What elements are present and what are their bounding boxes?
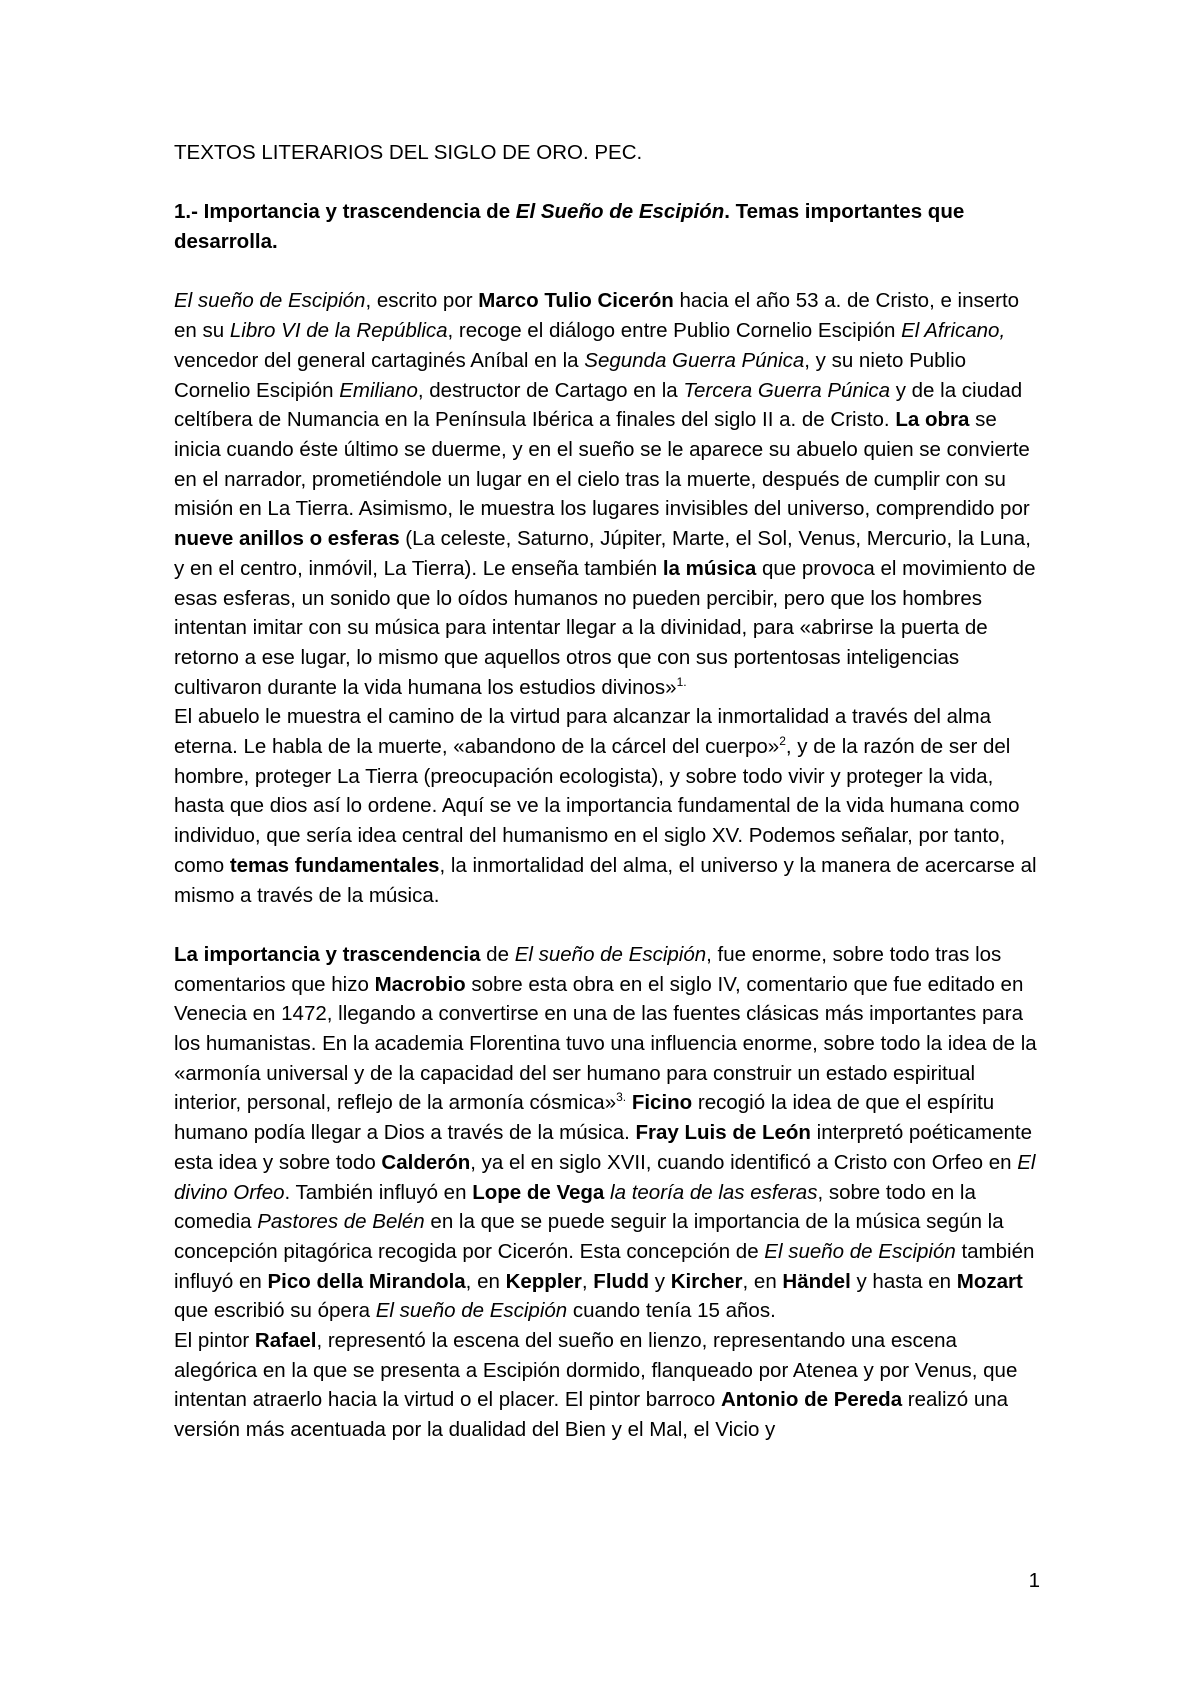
italic-text: El sueño de Escipión xyxy=(514,942,707,966)
text-run: también influyó en xyxy=(174,1239,1035,1293)
bold-text: Marco Tulio Cicerón xyxy=(478,289,674,313)
text-run: que provoca el movimiento de esas esferas, un sonido que lo oídos humanos no pueden percibir, pero que los hombres intentan imitar con su música para intentar llegar a la divinidad, para «abrirse la puerta de retorno a ese lugar, lo mismo que aquellos otros que con sus portentosas inteligencias cultivaron durante la vida humana los estudios divinos» xyxy=(174,556,1036,699)
paragraph-1 xyxy=(174,286,1040,702)
italic-text: Tercera Guerra Púnica xyxy=(683,378,890,402)
bold-text: Rafael xyxy=(254,1329,317,1353)
paragraph-4 xyxy=(174,1326,1040,1445)
text-run: , sobre todo en la comedia xyxy=(174,1180,976,1234)
question-suffix: . Temas importantes que desarrolla. xyxy=(174,200,965,254)
italic-text: Emiliano xyxy=(339,378,418,402)
text-run: vencedor del general cartaginés Aníbal en la xyxy=(174,348,585,372)
italic-text: la teoría de las esferas xyxy=(610,1180,818,1204)
text-run: se inicia cuando éste último se duerme, y en el sueño se le aparece su abuelo quien se convierte en el narrador, prometiéndole un lugar en el cielo tras la muerte, después de cumplir con su misión en La Tierra. Asimismo, le muestra los lugares invisibles del universo, comprendido por xyxy=(174,408,1030,521)
question-heading xyxy=(174,197,1040,256)
italic-text: El Africano, xyxy=(901,319,1006,343)
footnote-ref: 2 xyxy=(779,734,786,749)
document-body xyxy=(174,138,1040,1445)
text-run: El abuelo le muestra el camino de la virtud para alcanzar la inmortalidad a través del alma eterna. Le habla de la muerte, «abandono de la cárcel del cuerpo» xyxy=(174,705,992,759)
bold-text: Mozart xyxy=(956,1269,1023,1293)
bold-text: La obra xyxy=(895,408,970,432)
text-run: . También influyó en xyxy=(284,1180,473,1204)
bold-text: Fray Luis de León xyxy=(635,1121,811,1145)
bold-text: Fludd xyxy=(593,1269,650,1293)
text-run: , y su nieto Publio Cornelio Escipión xyxy=(174,348,967,402)
spacer xyxy=(174,910,1040,940)
text-run: y xyxy=(649,1269,671,1293)
bold-text: Macrobio xyxy=(374,972,466,996)
document-title: TEXTOS LITERARIOS DEL SIGLO DE ORO. PEC. xyxy=(174,141,643,164)
text-run: , ya el en siglo XVII, cuando identificó a Cristo con Orfeo en xyxy=(470,1150,1018,1174)
text-run: en la que se puede seguir la importancia de la música según la concepción pitagórica recogida por Cicerón. Esta concepción de xyxy=(174,1210,1004,1263)
footnote-ref: 1. xyxy=(676,674,687,689)
question-prefix: 1.- Importancia y trascendencia de xyxy=(174,200,516,224)
text-run: y de la ciudad celtíbera de Numancia en la Península Ibérica a finales del siglo II a. de Cristo. xyxy=(174,378,1023,432)
text-run: , y de la razón de ser del hombre, proteger La Tierra (preocupación ecologista), y sobre todo vivir y proteger la vida, hasta que dios así lo ordene. Aquí se ve la importancia fundamental de la vida humana como individuo, que sería idea central del humanismo en el siglo XV. Podemos señalar, por tanto, como xyxy=(174,735,1020,877)
italic-text: El sueño de Escipión xyxy=(174,289,366,313)
bold-text: La importancia y trascendencia xyxy=(174,942,481,966)
text-run: , en xyxy=(742,1269,783,1293)
text-run: , fue enorme, sobre todo tras los comentarios que hizo xyxy=(174,942,1002,996)
text-run: , recoge el diálogo entre Publio Cornelio Escipión xyxy=(447,319,902,343)
text-run: cuando tenía 15 años. xyxy=(567,1299,776,1323)
text-run: que escribió su ópera xyxy=(174,1299,376,1323)
italic-text: El sueño de Escipión xyxy=(375,1299,568,1323)
paragraph-3 xyxy=(174,940,1040,1326)
italic-text: El divino Orfeo xyxy=(174,1150,1036,1204)
text-run: recogió la idea de que el espíritu humano podía llegar a Dios a través de la música. xyxy=(174,1091,995,1145)
text-run: , la inmortalidad del alma, el universo y la manera de acercarse al mismo a través de la música. xyxy=(174,853,1037,907)
paragraph-2 xyxy=(174,702,1040,910)
italic-text: Libro VI de la República xyxy=(229,319,448,343)
spacer xyxy=(174,168,1040,198)
text-run: , representó la escena del sueño en lienzo, representando una escena alegórica en la que se presenta a Escipión dormido, flanqueado por Atenea y por Venus, que intentan atraerlo hacia la virtud o el placer. El pintor barroco xyxy=(174,1329,1018,1412)
italic-text: Segunda Guerra Púnica xyxy=(584,348,805,372)
text-run: de xyxy=(480,942,515,966)
bold-text: Pico della Mirandola xyxy=(267,1269,466,1293)
text-run: El pintor xyxy=(174,1329,255,1353)
text-run: (La celeste, Saturno, Júpiter, Marte, el Sol, Venus, Mercurio, la Luna, y en el centro, inmóvil, La Tierra). Le enseña también xyxy=(174,527,1031,580)
italic-text: El sueño de Escipión xyxy=(764,1239,956,1263)
footnote-ref: 3. xyxy=(616,1090,627,1105)
text-run: y hasta en xyxy=(850,1269,957,1293)
bold-text: Calderón xyxy=(381,1150,471,1174)
page-number: 1 xyxy=(1028,1569,1040,1592)
text-run: , en xyxy=(465,1269,506,1293)
bold-text: Händel xyxy=(782,1269,851,1293)
text-run: interpretó poéticamente esta idea y sobre todo xyxy=(174,1121,1033,1174)
question-work-title: El Sueño de Escipión xyxy=(515,200,725,224)
text-run: realizó una versión más acentuada por la dualidad del Bien y el Mal, el Vicio y xyxy=(174,1388,1009,1442)
spacer xyxy=(174,257,1040,287)
text-run: , destructor de Cartago en la xyxy=(417,378,684,402)
bold-text: Keppler xyxy=(505,1269,582,1293)
bold-text: Antonio de Pereda xyxy=(720,1388,903,1412)
bold-text: temas fundamentales xyxy=(229,853,440,877)
bold-text: Kircher xyxy=(670,1269,743,1293)
bold-text: la música xyxy=(662,556,757,580)
text-run: sobre esta obra en el siglo IV, comentario que fue editado en Venecia en 1472, llegando a convertirse en una de las fuentes clásicas más importantes para los humanistas. En la academia Florentina tuvo una influencia enorme, sobre todo la idea de la «armonía universal y de la capacidad del ser humano para construir un estado espiritual interior, personal, reflejo de la armonía cósmica» xyxy=(174,972,1037,1115)
bold-text: Lope de Vega xyxy=(472,1180,605,1204)
text-run: hacia el año 53 a. de Cristo, e inserto en su xyxy=(174,289,1020,343)
text-run: , xyxy=(581,1269,594,1293)
text-run: , escrito por xyxy=(365,289,479,313)
bold-text: nueve anillos o esferas xyxy=(174,527,400,551)
italic-text: Pastores de Belén xyxy=(257,1210,425,1234)
bold-text: Ficino xyxy=(631,1091,693,1115)
